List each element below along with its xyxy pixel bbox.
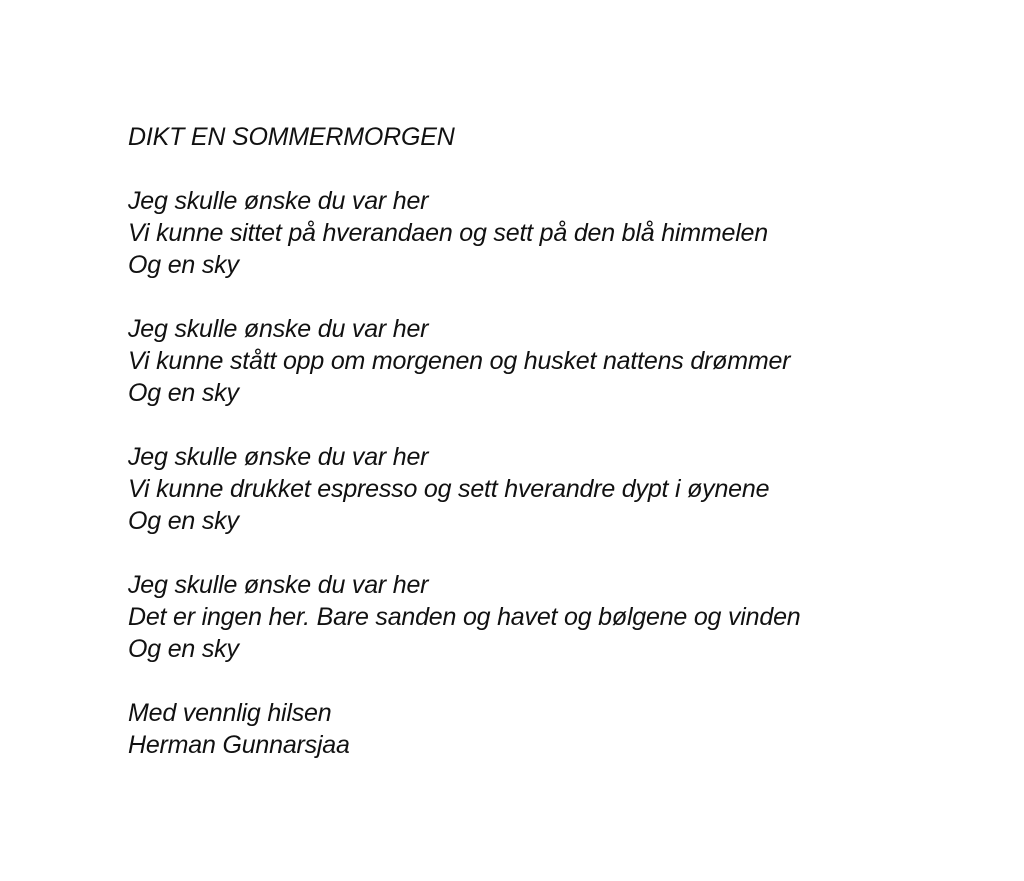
stanza-3 [128, 441, 988, 537]
stanza-4-line-1: Jeg skulle ønske du var her [128, 571, 429, 599]
stanza-3-line-1: Jeg skulle ønske du var her [128, 443, 429, 471]
poem [128, 121, 988, 761]
stanza-1-line-3: Og en sky [128, 251, 239, 279]
stanza-4-line-3: Og en sky [128, 635, 239, 663]
stanza-1-line-1: Jeg skulle ønske du var her [128, 187, 429, 215]
stanza-2-line-2: Vi kunne stått opp om morgenen og husket nattens drømmer [128, 347, 791, 375]
stanza-3-line-3: Og en sky [128, 507, 239, 535]
stanza-4 [128, 569, 988, 665]
stanza-1 [128, 185, 988, 281]
stanza-2-line-3: Og en sky [128, 379, 239, 407]
stanza-2 [128, 313, 988, 409]
stanza-4-line-2: Det er ingen her. Bare sanden og havet og bølgene og vinden [128, 603, 801, 631]
stanza-1-line-2: Vi kunne sittet på hverandaen og sett på den blå himmelen [128, 219, 768, 247]
closing [128, 697, 988, 761]
stanza-3-line-2: Vi kunne drukket espresso og sett hverandre dypt i øynene [128, 475, 770, 503]
closing-greeting: Med vennlig hilsen [128, 699, 332, 727]
signature: Herman Gunnarsjaa [128, 731, 350, 759]
stanza-2-line-1: Jeg skulle ønske du var her [128, 315, 429, 343]
poem-title: DIKT EN SOMMERMORGEN [128, 123, 455, 151]
